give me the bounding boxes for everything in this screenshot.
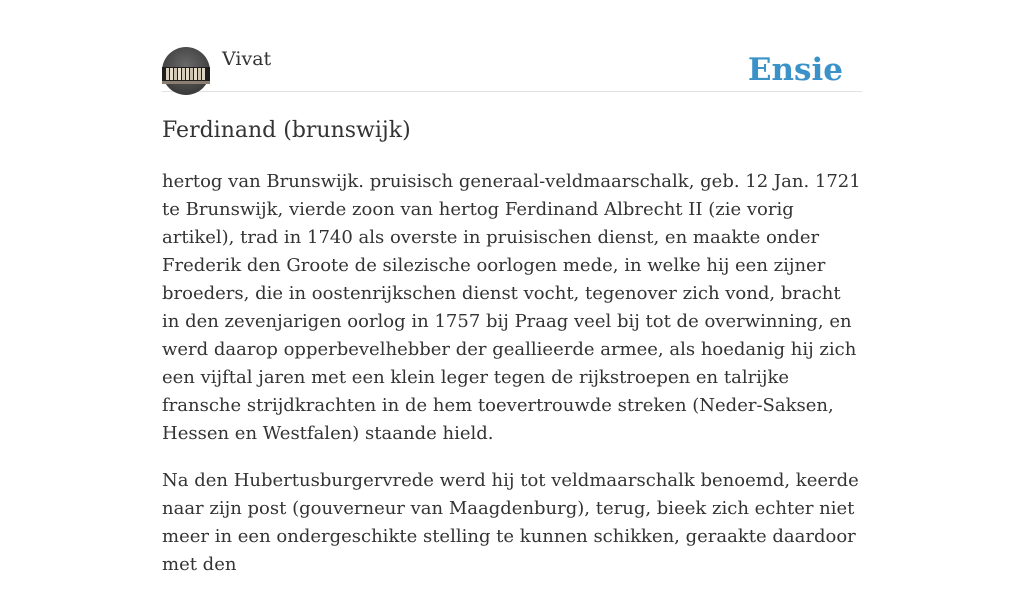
brand-logo[interactable]: Ensie: [747, 52, 843, 88]
article-body: [162, 168, 862, 598]
books-avatar-icon[interactable]: [162, 47, 210, 95]
books-image: [162, 47, 210, 95]
site-header: [162, 47, 862, 92]
site-name[interactable]: Vivat: [222, 48, 272, 70]
page-title: Ferdinand (brunswijk): [162, 118, 411, 143]
article-paragraph: Na den Hubertusburgervrede werd hij tot veldmaarschalk benoemd, keerde naar zijn post (gouverneur van Maagdenburg), terug, bieek zich echter niet meer in een ondergeschikte stelling te kunnen schikken, geraakte daardoor met den: [162, 470, 859, 575]
article-paragraph: hertog van Brunswijk. pruisisch generaal-veldmaarschalk, geb. 12 Jan. 1721 te Brunswijk, vierde zoon van hertog Ferdinand Albrecht II (zie vorig artikel), trad in 1740 als overste in pruisischen dienst, en maakte onder Frederik den Groote de silezische oorlogen mede, in welke hij een zijner broeders, die in oostenrijkschen dienst vocht, tegenover zich vond, bracht in den zevenjarigen oorlog in 1757 bij Praag veel bij tot de overwinning, en werd daarop opperbevelhebber der geallieerde armee, als hoedanig hij zich een vijftal jaren met een klein leger tegen de rijkstroepen en talrijke fransche strijdkrachten in de hem toevertrouwde streken (Neder-Saksen, Hessen en Westfalen) staande hield.: [162, 171, 861, 444]
